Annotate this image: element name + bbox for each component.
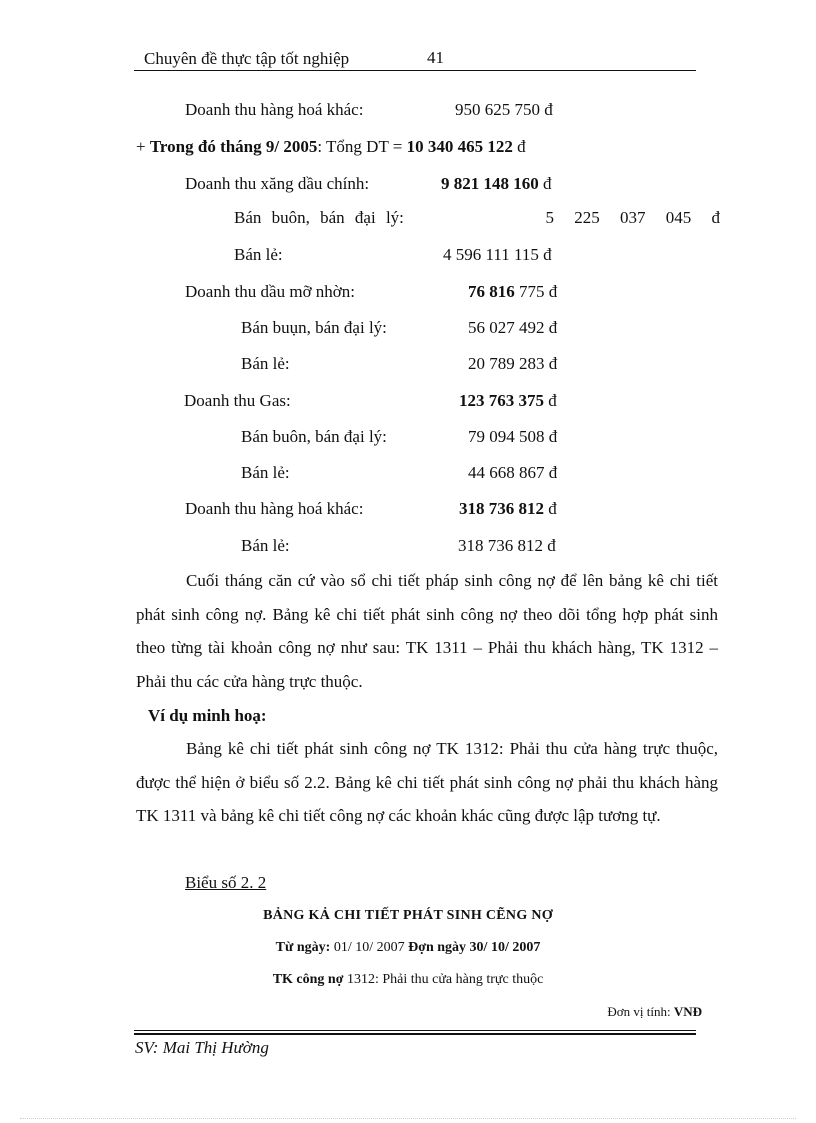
footer-author: SV: Mai Thị Hường (135, 1038, 269, 1057)
revenue-label: Bán buôn, bán đại lý: (241, 427, 387, 446)
revenue-line-spread (234, 208, 720, 230)
revenue-value (441, 174, 552, 194)
account-value: 1312: Phải thu cửa hàng trực thuộc (346, 972, 544, 987)
paragraph-text: Cuối tháng căn cứ vào sổ chi tiết pháp sinh công nợ để lên bảng kê chi tiết phát sinh công nợ. Bảng kê chi tiết phát sinh công nợ theo dõi tổng hợp phát sinh theo từng tài khoản công nợ như sau: TK 1311 – Phải thu khách hàng, TK 1312 – Phải thu các cửa hàng trực thuộc. (136, 571, 718, 691)
revenue-value-bold: 123 763 375 (459, 391, 544, 410)
revenue-label: Doanh thu Gas: (184, 391, 291, 410)
revenue-label: Bán buôn, bán đại lý: (234, 208, 404, 227)
from-label: Từ ngày: (275, 940, 331, 955)
revenue-value: 20 789 283 đ (468, 354, 558, 373)
revenue-value (459, 499, 557, 519)
revenue-unit: đ (544, 499, 557, 518)
revenue-label: Doanh thu hàng hoá khác: (185, 100, 364, 119)
revenue-label: Bán buụn, bán đại lý: (241, 318, 387, 337)
revenue-unit: đ (544, 391, 557, 410)
table-date-range (0, 940, 816, 956)
revenue-label: Bán lẻ: (234, 245, 283, 264)
paragraph-text: Bảng kê chi tiết phát sinh công nợ TK 1312: Phải thu cửa hàng trực thuộc, được thể hiện ở biểu số 2.2. Bảng kê chi tiết phát sinh công nợ phải thu khách hàng TK 1311 và bảng kê chi tiết công nợ các khoản khác cũng được lập tương tự. (136, 739, 718, 825)
revenue-value: 950 625 750 đ (455, 100, 553, 119)
revenue-value: 318 736 812 đ (458, 536, 556, 555)
footer-rule (134, 1030, 696, 1031)
table-account (0, 972, 816, 988)
page-number: 41 (427, 48, 444, 67)
unit-value: VNĐ (673, 1004, 702, 1019)
footer-rule (134, 1033, 696, 1035)
revenue-value: 5 225 037 045 đ (545, 208, 720, 227)
summary-period: Trong đó tháng 9/ 2005 (149, 137, 318, 156)
revenue-value (459, 391, 557, 411)
body-paragraph (136, 732, 718, 833)
revenue-label: Bán lẻ: (241, 536, 290, 555)
revenue-value: 4 596 111 115 đ (443, 245, 552, 264)
body-paragraph (136, 564, 718, 698)
summary-prefix: + (136, 137, 150, 156)
revenue-label: Doanh thu hàng hoá khác: (185, 499, 364, 518)
from-value: 01/ 10/ 2007 (333, 940, 405, 955)
revenue-label: Bán lẻ: (241, 354, 290, 373)
unit-of-measure (607, 1004, 702, 1020)
page-header (134, 48, 696, 71)
revenue-value: 56 027 492 đ (468, 318, 558, 337)
revenue-value (468, 282, 557, 302)
example-heading: Ví dụ minh hoạ: (148, 706, 267, 725)
figure-label: Biểu số 2. 2 (185, 873, 267, 892)
to-label: Đợn ngày 30/ 10/ 2007 (408, 940, 541, 955)
revenue-value: 44 668 867 đ (468, 463, 558, 482)
account-label: TK công nợ (272, 972, 344, 987)
page-bottom-border (20, 1118, 796, 1119)
summary-label: : Tổng DT = (317, 137, 407, 156)
month-summary (136, 137, 526, 157)
header-title: Chuyên đề thực tập tốt nghiệp (144, 49, 350, 68)
unit-label: Đơn vị tính: (607, 1004, 671, 1019)
summary-unit: đ (512, 137, 526, 156)
revenue-label: Doanh thu xăng dầu chính: (185, 174, 370, 193)
revenue-unit: đ (538, 174, 552, 193)
summary-total: 10 340 465 122 (406, 137, 513, 156)
table-title: BẢNG KẢ CHI TIẾT PHÁT SINH CẼNG NỢ (263, 908, 553, 923)
revenue-value: 79 094 508 đ (468, 427, 558, 446)
revenue-value-rest: 775 đ (514, 282, 558, 301)
revenue-value-bold: 76 816 (468, 282, 515, 301)
revenue-label: Bán lẻ: (241, 463, 290, 482)
revenue-value-bold: 9 821 148 160 (441, 174, 539, 193)
revenue-label: Doanh thu dầu mỡ nhờn: (185, 282, 356, 301)
revenue-value-bold: 318 736 812 (459, 499, 544, 518)
